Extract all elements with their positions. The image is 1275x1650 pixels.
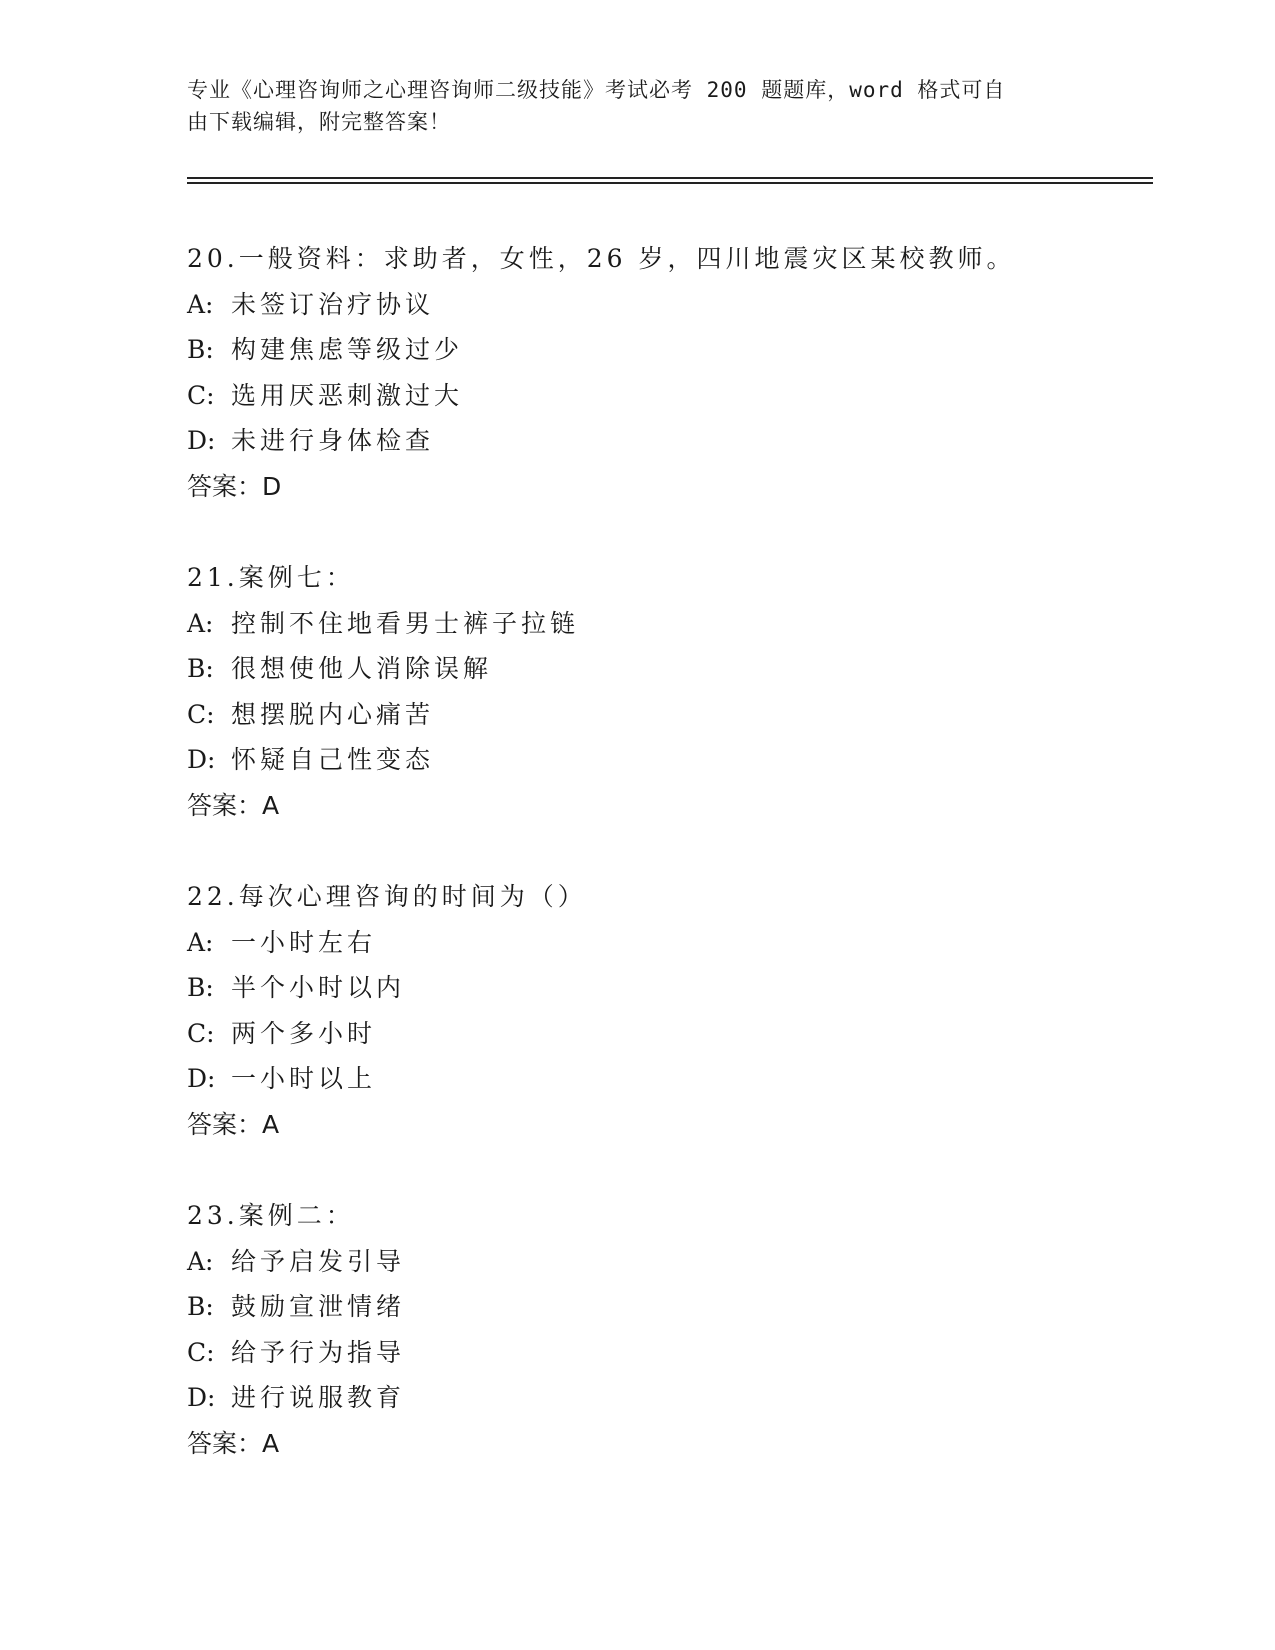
option-a [187,282,1147,328]
header-line-1: 专业《心理咨询师之心理咨询师二级技能》考试必考 200 题题库，word 格式可自 [187,78,1006,102]
answer-line: 答案：D [187,471,282,501]
option-text: 鼓励宣泄情绪 [231,1292,406,1321]
header-divider-top [187,177,1153,179]
question-list [187,236,1147,1512]
option-text: 给予行为指导 [231,1337,406,1367]
option-letter: D: [187,745,216,774]
option-c [187,692,1147,738]
question-stem: 20.一般资料：求助者，女性，26 岁，四川地震灾区某校教师。 [187,244,1016,273]
option-a [187,1239,1147,1285]
question-stem: 22.每次心理咨询的时间为（） [187,882,587,911]
option-text: 选用厌恶刺激过大 [231,380,464,410]
option-b [187,327,1147,373]
option-letter: B: [187,973,214,1002]
option-letter: D: [187,1064,216,1093]
option-d [187,737,1147,783]
question-20 [187,236,1147,509]
option-letter: B: [187,1292,214,1321]
question-stem: 21.案例七： [187,563,355,592]
option-letter: A: [187,1246,214,1276]
answer-line: 答案：A [187,790,280,820]
option-text: 一小时左右 [231,927,377,957]
option-text: 想摆脱内心痛苦 [231,699,435,729]
option-text: 两个多小时 [231,1018,377,1048]
option-text: 半个小时以内 [231,973,406,1002]
option-text: 怀疑自己性变态 [231,745,435,774]
option-text: 一小时以上 [231,1064,377,1093]
option-b [187,646,1147,692]
question-21 [187,555,1147,828]
option-a [187,920,1147,966]
option-text: 未签订治疗协议 [231,289,435,319]
option-letter: C: [187,1337,215,1367]
option-c [187,1011,1147,1057]
option-letter: A: [187,289,214,319]
document-header [187,74,1087,138]
option-letter: C: [187,380,215,410]
option-letter: B: [187,654,214,683]
question-stem: 23.案例二： [187,1201,355,1230]
option-letter: C: [187,699,215,729]
option-a [187,601,1147,647]
option-letter: D: [187,1383,216,1412]
option-letter: C: [187,1018,215,1048]
question-22 [187,874,1147,1147]
answer-line: 答案：A [187,1109,280,1139]
option-letter: A: [187,608,214,638]
option-letter: A: [187,927,214,957]
question-23 [187,1193,1147,1466]
answer-line: 答案：A [187,1428,280,1458]
option-text: 未进行身体检查 [231,426,435,455]
header-line-2: 由下载编辑，附完整答案！ [187,110,451,134]
option-b [187,965,1147,1011]
option-d [187,418,1147,464]
option-text: 控制不住地看男士裤子拉链 [231,608,580,638]
option-c [187,1330,1147,1376]
option-text: 进行说服教育 [231,1383,406,1412]
option-text: 构建焦虑等级过少 [231,335,464,364]
option-b [187,1284,1147,1330]
option-text: 很想使他人消除误解 [231,654,493,683]
option-letter: B: [187,335,214,364]
option-letter: D: [187,426,216,455]
option-d [187,1056,1147,1102]
option-text: 给予启发引导 [231,1246,406,1276]
header-divider-bottom [187,182,1153,184]
option-c [187,373,1147,419]
option-d [187,1375,1147,1421]
